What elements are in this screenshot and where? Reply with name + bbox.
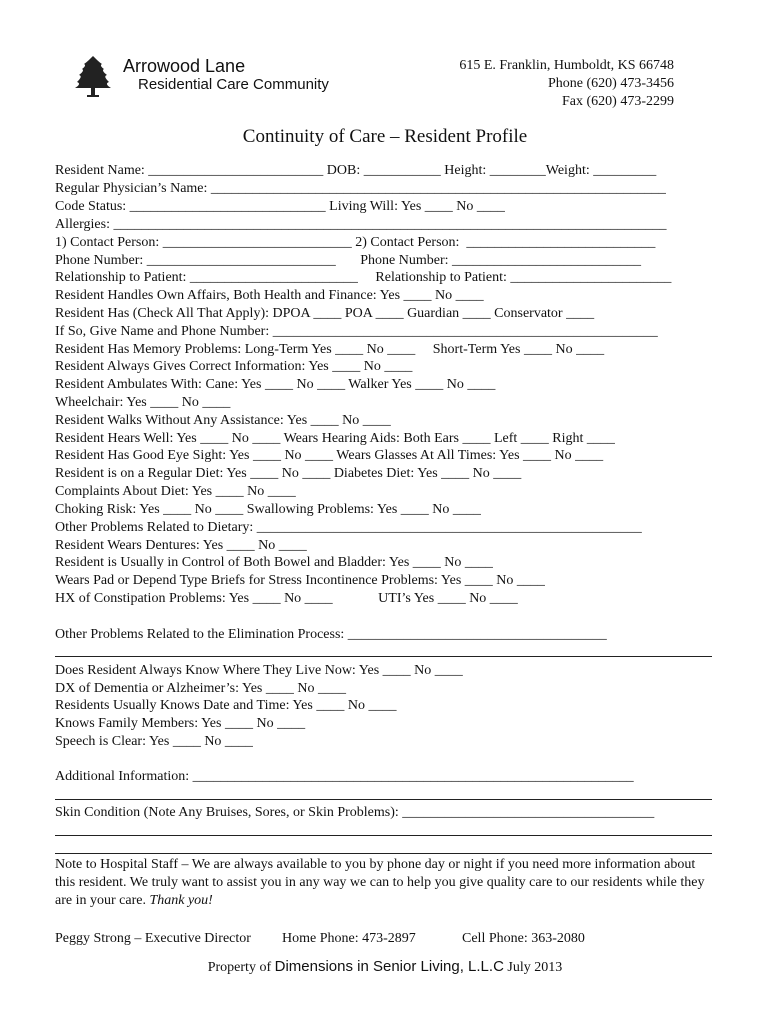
form-line[interactable]: 1) Contact Person: ___________________________ 2) Contact Person: ___________________________: [55, 235, 656, 250]
org-subtitle: Residential Care Community: [138, 76, 329, 93]
form-line[interactable]: Does Resident Always Know Where They Live Now: Yes ____ No ____: [55, 663, 463, 678]
form-line[interactable]: Code Status: ____________________________ Living Will: Yes ____ No ____: [55, 199, 505, 214]
elimination-extra-line[interactable]: [55, 656, 712, 657]
form-title: Continuity of Care – Resident Profile: [242, 126, 528, 147]
note-text: Note to Hospital Staff – We are always available to you by phone day or night if you need more information about this resident. We truly want to assist you in any way we can to help you give quality care to our residents while they are in your care.: [55, 857, 705, 908]
form-line[interactable]: If So, Give Name and Phone Number: _______________________________________________________: [55, 324, 658, 339]
note-thanks: Thank you!: [149, 893, 213, 908]
additional-info-extra-line[interactable]: [55, 799, 712, 800]
form-line[interactable]: Resident Hears Well: Yes ____ No ____ Wears Hearing Aids: Both Ears ____ Left ____ Right ____: [55, 431, 615, 446]
form-line[interactable]: Speech is Clear: Yes ____ No ____: [55, 734, 253, 749]
skin-condition-field[interactable]: Skin Condition (Note Any Bruises, Sores, or Skin Problems): ____________________________________: [55, 805, 655, 820]
form-line[interactable]: Resident Ambulates With: Cane: Yes ____ No ____ Walker Yes ____ No ____: [55, 377, 496, 392]
form-line[interactable]: Knows Family Members: Yes ____ No ____: [55, 716, 306, 731]
home-phone: Home Phone: 473-2897: [282, 931, 416, 946]
footer-company: Dimensions in Senior Living, L.L.C: [274, 958, 504, 975]
form-line[interactable]: Resident is Usually in Control of Both Bowel and Bladder: Yes ____ No ____: [55, 555, 493, 570]
form-line[interactable]: Resident Handles Own Affairs, Both Health and Finance: Yes ____ No ____: [55, 288, 484, 303]
form-line[interactable]: Resident Name: _________________________ DOB: ___________ Height: ________Weight: _________: [55, 163, 657, 178]
form-line[interactable]: Wears Pad or Depend Type Briefs for Stress Incontinence Problems: Yes ____ No ____: [55, 573, 545, 588]
footer-prefix: Property of: [207, 960, 272, 975]
form-line[interactable]: Resident Has (Check All That Apply): DPOA ____ POA ____ Guardian ____ Conservator ____: [55, 306, 595, 321]
form-line[interactable]: Resident Always Gives Correct Information: Yes ____ No ____: [55, 359, 413, 374]
form-line[interactable]: Resident Wears Dentures: Yes ____ No ____: [55, 538, 307, 553]
form-line[interactable]: Phone Number: ___________________________ Phone Number: ___________________________: [55, 253, 642, 268]
elimination-field[interactable]: Other Problems Related to the Elimination Process: _____________________________________: [55, 627, 607, 642]
form-line[interactable]: Residents Usually Knows Date and Time: Yes ____ No ____: [55, 698, 397, 713]
director-name: Peggy Strong – Executive Director: [55, 931, 251, 946]
form-line[interactable]: HX of Constipation Problems: Yes ____ No ____ UTI’s Yes ____ No ____: [55, 591, 518, 606]
form-line[interactable]: Regular Physician’s Name: _________________________________________________________________: [55, 181, 666, 196]
form-line[interactable]: DX of Dementia or Alzheimer’s: Yes ____ No ____: [55, 681, 346, 696]
form-line[interactable]: Resident Walks Without Any Assistance: Yes ____ No ____: [55, 413, 391, 428]
org-address: 615 E. Franklin, Humboldt, KS 66748: [459, 58, 674, 73]
org-fax: Fax (620) 473-2299: [562, 94, 674, 109]
form-line[interactable]: Relationship to Patient: ________________________ Relationship to Patient: _______________________: [55, 270, 672, 285]
hospital-staff-note: [55, 856, 715, 910]
footer-date: July 2013: [507, 960, 563, 975]
org-phone: Phone (620) 473-3456: [548, 76, 674, 91]
org-name: Arrowood Lane: [123, 56, 246, 76]
form-line[interactable]: Resident Has Memory Problems: Long-Term Yes ____ No ____ Short-Term Yes ____ No ____: [55, 342, 605, 357]
additional-info-field[interactable]: Additional Information: _______________________________________________________________: [55, 769, 634, 784]
cell-phone: Cell Phone: 363-2080: [462, 931, 585, 946]
skin-condition-extra-line-2[interactable]: [55, 853, 712, 854]
form-line[interactable]: Resident is on a Regular Diet: Yes ____ No ____ Diabetes Diet: Yes ____ No ____: [55, 466, 522, 481]
form-line[interactable]: Choking Risk: Yes ____ No ____ Swallowing Problems: Yes ____ No ____: [55, 502, 481, 517]
form-line[interactable]: Complaints About Diet: Yes ____ No ____: [55, 484, 296, 499]
footer: [0, 958, 770, 976]
skin-condition-extra-line[interactable]: [55, 835, 712, 836]
form-line[interactable]: Resident Has Good Eye Sight: Yes ____ No ____ Wears Glasses At All Times: Yes ____ No ____: [55, 448, 604, 463]
form-line[interactable]: Allergies: _______________________________________________________________________________: [55, 217, 667, 232]
form-line[interactable]: Wheelchair: Yes ____ No ____: [55, 395, 231, 410]
tree-icon: [72, 54, 114, 100]
form-line[interactable]: Other Problems Related to Dietary: _______________________________________________________: [55, 520, 642, 535]
